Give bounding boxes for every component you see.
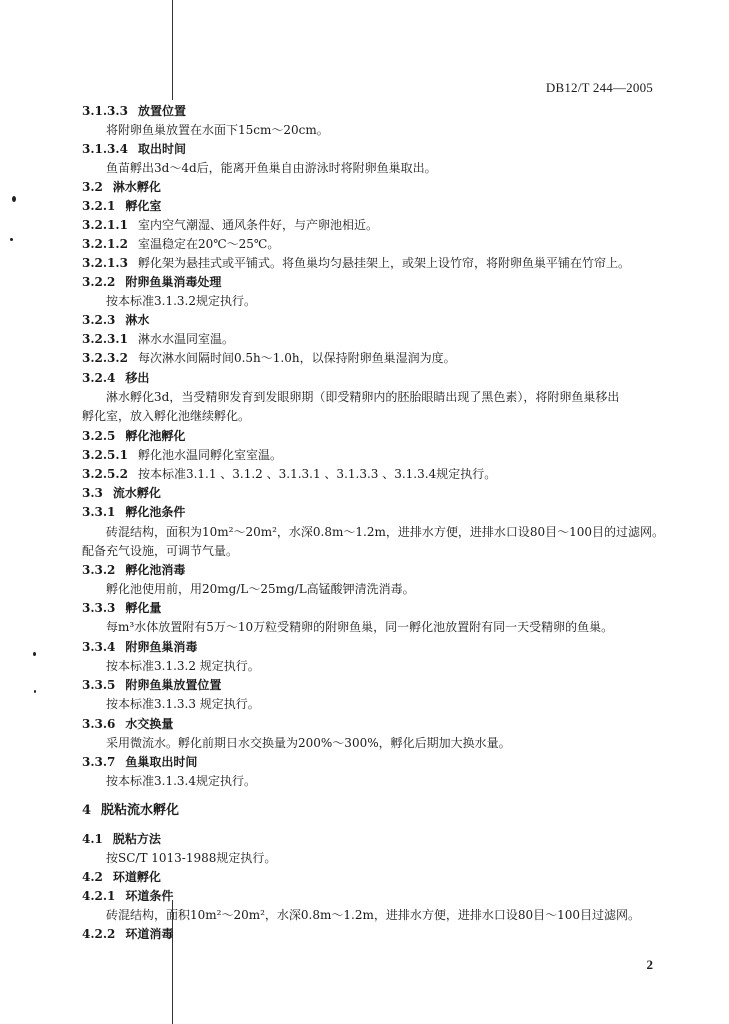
body-text: 孵化池使用前，用20mg/L～25mg/L高锰酸钾清洗消毒。 xyxy=(106,582,415,596)
body-text: 砖混结构，面积10m²～20m²，水深0.8m～1.2m，进排水方便，进排水口设80目～100目过滤网。 xyxy=(106,908,641,922)
clause xyxy=(82,255,630,271)
section-number: 3.2.1.1 xyxy=(82,218,128,232)
section-number: 3.1.3.3 xyxy=(82,104,128,118)
section-number: 3.2.1.2 xyxy=(82,237,128,251)
clause-text: 室内空气潮湿、通风条件好，与产卵池相近。 xyxy=(137,218,378,232)
section-heading xyxy=(82,504,185,520)
section-number: 3.2.5.2 xyxy=(82,467,128,481)
section-heading xyxy=(82,312,149,328)
section-number: 3.2.3.2 xyxy=(82,351,128,365)
section-number: 3.2.3.1 xyxy=(82,332,128,346)
section-title: 流水孵化 xyxy=(112,486,161,500)
section-number: 3.2 xyxy=(82,180,103,194)
section-title: 脱粘流水孵化 xyxy=(101,803,180,818)
clause-text: 孵化池水温同孵化室室温。 xyxy=(137,448,282,462)
body-text: 配备充气设施，可调节气量。 xyxy=(82,544,239,558)
section-number: 3.2.2 xyxy=(82,275,116,289)
scan-line-artifact xyxy=(172,0,173,100)
section-title: 鱼巢取出时间 xyxy=(125,755,198,769)
body-text: 采用微流水。孵化前期日水交换量为200%～300%，孵化后期加大换水量。 xyxy=(106,736,511,750)
body-text: 将附卵鱼巢放置在水面下15cm～20cm。 xyxy=(106,123,329,137)
section-title: 环道消毒 xyxy=(125,927,174,941)
clause-text: 孵化架为悬挂式或平铺式。将鱼巢均匀悬挂架上，或架上设竹帘，将附卵鱼巢平铺在竹帘上。 xyxy=(137,256,630,270)
body-text: 按本标准3.1.3.2规定执行。 xyxy=(106,294,256,308)
section-title: 淋水 xyxy=(125,313,150,327)
section-number: 3.3.3 xyxy=(82,601,116,615)
section-title: 脱粘方法 xyxy=(112,832,161,846)
scan-speck xyxy=(12,196,16,202)
section-heading xyxy=(82,485,161,501)
section-heading xyxy=(82,562,185,578)
section-title: 孵化池条件 xyxy=(125,505,186,519)
section-heading xyxy=(82,198,161,214)
section-heading xyxy=(82,179,161,195)
section-number: 3.2.1 xyxy=(82,199,116,213)
section-heading xyxy=(82,141,186,157)
clause xyxy=(82,236,279,252)
clause xyxy=(82,331,234,347)
section-number: 3.1.3.4 xyxy=(82,142,128,156)
body-text: 鱼苗孵出3d～4d后，能离开鱼巢自由游泳时将附卵鱼巢取出。 xyxy=(106,161,437,175)
section-title: 环道条件 xyxy=(125,889,174,903)
section-heading xyxy=(82,600,161,616)
section-number: 4 xyxy=(82,803,92,818)
body-text: 按SC/T 1013-1988规定执行。 xyxy=(106,851,277,865)
clause-text: 室温稳定在20℃～25℃。 xyxy=(137,237,280,251)
page-number: 2 xyxy=(646,957,653,972)
section-heading xyxy=(82,716,173,732)
chapter-heading xyxy=(82,803,179,819)
section-title: 移出 xyxy=(125,371,150,385)
section-title: 附卵鱼巢消毒处理 xyxy=(125,275,222,289)
section-number: 3.2.5.1 xyxy=(82,448,128,462)
section-number: 4.2 xyxy=(82,870,103,884)
section-number: 3.2.1.3 xyxy=(82,256,128,270)
section-title: 孵化池孵化 xyxy=(125,429,186,443)
section-number: 3.3.6 xyxy=(82,717,116,731)
section-title: 淋水孵化 xyxy=(112,180,161,194)
section-number: 3.3.1 xyxy=(82,505,116,519)
section-title: 附卵鱼巢放置位置 xyxy=(125,678,222,692)
clause xyxy=(82,350,456,366)
section-heading xyxy=(82,888,173,904)
section-number: 3.3.7 xyxy=(82,755,116,769)
clause-text: 淋水水温同室温。 xyxy=(137,332,234,346)
section-number: 4.2.1 xyxy=(82,889,116,903)
body-text: 按本标准3.1.3.2 规定执行。 xyxy=(106,659,260,673)
section-number: 3.3 xyxy=(82,486,103,500)
body-text: 淋水孵化3d，当受精卵发育到发眼卵期（即受精卵内的胚胎眼睛出现了黑色素），将附卵鱼巢移出 xyxy=(106,390,620,404)
section-number: 3.2.5 xyxy=(82,429,116,443)
clause-text: 按本标准3.1.1 、3.1.2 、3.1.3.1 、3.1.3.3 、3.1.3.4规定执行。 xyxy=(137,467,497,481)
section-title: 孵化池消毒 xyxy=(125,563,186,577)
section-heading xyxy=(82,869,161,885)
section-heading xyxy=(82,677,221,693)
section-title: 水交换量 xyxy=(125,717,174,731)
scan-speck xyxy=(10,238,13,241)
section-number: 3.3.4 xyxy=(82,640,116,654)
section-number: 3.3.5 xyxy=(82,678,116,692)
section-title: 取出时间 xyxy=(137,142,186,156)
section-heading xyxy=(82,370,149,386)
section-heading xyxy=(82,754,197,770)
section-heading xyxy=(82,103,186,119)
scan-speck xyxy=(33,652,36,656)
clause-text: 每次淋水间隔时间0.5h～1.0h，以保持附卵鱼巢湿润为度。 xyxy=(137,351,456,365)
document-code: DB12/T 244—2005 xyxy=(545,80,653,95)
section-heading xyxy=(82,926,173,942)
section-heading xyxy=(82,831,161,847)
body-text: 每m³水体放置附有5万～10万粒受精卵的附卵鱼巢，同一孵化池放置附有同一天受精卵的鱼巢。 xyxy=(106,620,614,634)
section-title: 放置位置 xyxy=(137,104,186,118)
clause xyxy=(82,466,496,482)
section-number: 3.2.3 xyxy=(82,313,116,327)
clause xyxy=(82,217,378,233)
clause xyxy=(82,447,282,463)
body-text: 按本标准3.1.3.3 规定执行。 xyxy=(106,697,260,711)
body-text: 砖混结构，面积为10m²～20m²，水深0.8m～1.2m，进排水方便，进排水口设80目～100目的过滤网。 xyxy=(106,525,665,539)
section-heading xyxy=(82,639,197,655)
section-number: 3.3.2 xyxy=(82,563,116,577)
section-title: 附卵鱼巢消毒 xyxy=(125,640,198,654)
body-text: 孵化室，放入孵化池继续孵化。 xyxy=(82,409,251,423)
section-number: 4.1 xyxy=(82,832,103,846)
section-heading xyxy=(82,274,221,290)
section-title: 环道孵化 xyxy=(112,870,161,884)
section-title: 孵化室 xyxy=(125,199,162,213)
section-number: 4.2.2 xyxy=(82,927,116,941)
section-number: 3.2.4 xyxy=(82,371,116,385)
body-text: 按本标准3.1.3.4规定执行。 xyxy=(106,774,256,788)
scan-speck xyxy=(34,690,36,693)
section-title: 孵化量 xyxy=(125,601,162,615)
section-heading xyxy=(82,428,185,444)
